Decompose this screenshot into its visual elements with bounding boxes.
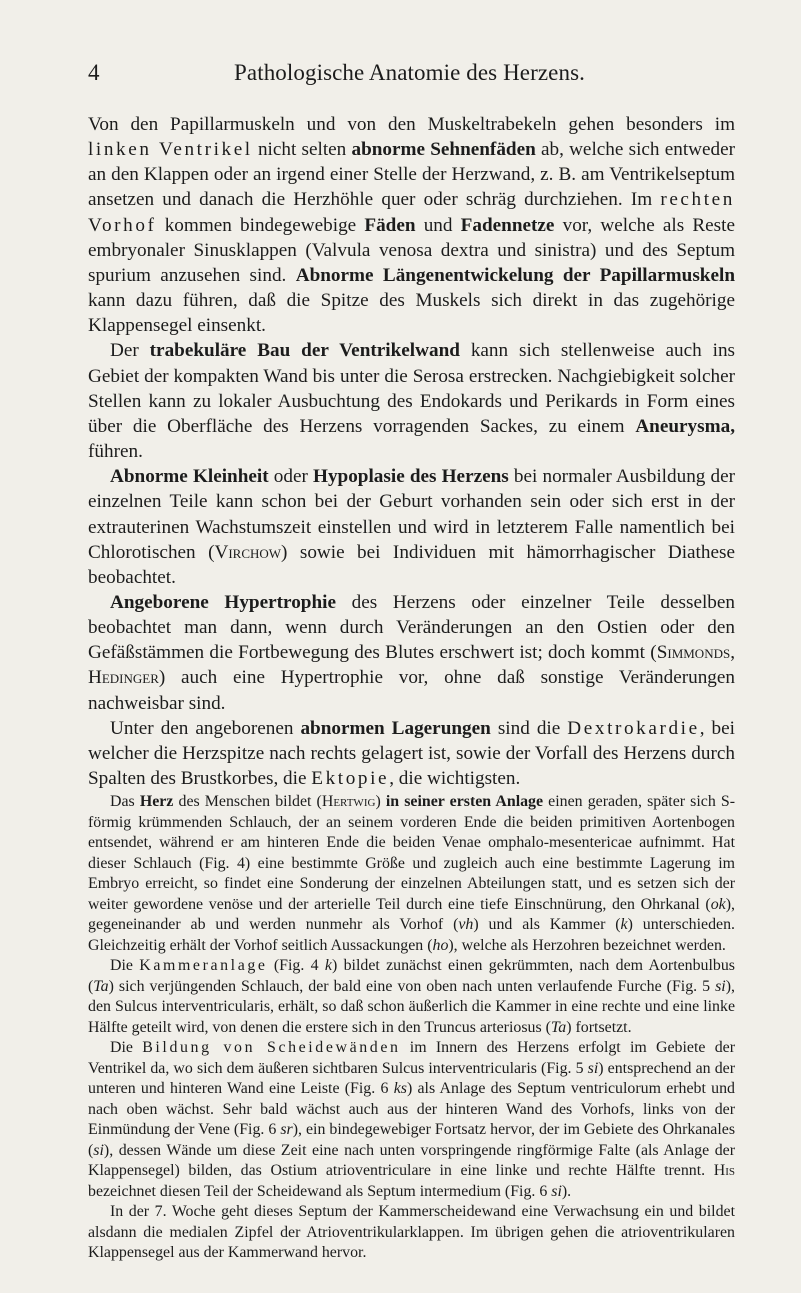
paragraph: Von den Papillarmuskeln und von den Muskeltrabekeln gehen besonders im linken Ventrikel nicht selten abnorme Sehnenfäden ab, welche sich entweder an den Klappen oder an irgend einer Stelle der Herzwand, z. B. am Ventrikelseptum ansetzen und danach die Herzhöhle quer oder schräg durchziehen. Im rechten Vorhof kommen bindegewebige Fäden und Fadennetze vor, welche als Reste embryonaler Sinusklappen (Valvula venosa dextra und sinistra) und des Septum spurium anzusehen sind. Abnorme Längenentwickelung der Papillarmuskeln kann dazu führen, daß die Spitze des Muskels sich direkt in das zugehörige Klappensegel einsenkt.: [88, 114, 736, 337]
running-title: Pathologische Anatomie des Herzens.: [234, 60, 585, 85]
paragraph: Unter den angeborenen abnormen Lagerungen sind die Dextrokardie, bei welcher die Herzspitze nach rechts gelagert ist, sowie der Vorfall des Herzens durch Spalten des Brustkorbes, die Ektopie, die wichtigsten.: [88, 717, 735, 790]
keyword: in seiner ersten Anlage: [385, 793, 544, 811]
keyword: Aneurysma,: [635, 415, 735, 437]
author-name: Simmonds, Hedinger: [88, 642, 735, 689]
figure-label: si: [715, 977, 726, 995]
author-name: Hertwig: [321, 793, 376, 811]
keyword: abnorme Sehnenfäden: [351, 139, 536, 161]
keyword: trabekuläre Bau der Ventrikelwand: [149, 340, 460, 362]
paragraph: Abnorme Kleinheit oder Hypoplasie des Herzens bei normaler Ausbildung der einzelnen Teile kann schon bei der Geburt vorhanden sein oder sich erst in der extrauterinen Wachstumszeit einstellen und wird in letzterem Falle namentlich bei Chlorotischen (Virchow) sowie bei Individuen mit hämorrhagischer Diathese beobachtet.: [88, 466, 736, 588]
emphasis: rechten Vorhof: [88, 189, 735, 236]
figure-label: k: [324, 957, 332, 975]
emphasis: Kammeranlage: [139, 957, 268, 975]
paragraph: Die Bildung von Scheidewänden im Innern des Herzens erfolgt im Gebiete der Ventrikel da, wo sich dem äußeren sichtbaren Sulcus interventricularis (Fig. 5 si) entsprechend an der unteren und hinteren Wand eine Leiste (Fig. 6 ks) als Anlage des Septum ventriculorum erhebt und nach oben wächst. Sehr bald wächst auch aus der hinteren Wand des Vorhofs, links von der Einmündung der Vene (Fig. 6 sr), ein bindegewebiger Fortsatz hervor, der im Gebiete des Ohrkanales (si), dessen Wände um diese Zeit eine nach unten vorspringende ringförmige Falte (als Anlage der Klappensegel) bilden, das Ostium atrioventriculare in eine linke und rechte Hälfte trennt. His bezeichnet diesen Teil der Scheidewand als Septum intermedium (Fig. 6 si).: [88, 1039, 736, 1200]
figure-label: k: [620, 916, 628, 934]
keyword: Hypoplasie des Herzens: [313, 466, 509, 488]
page-body: [88, 112, 735, 1264]
figure-label: ks: [393, 1080, 407, 1098]
figure-label: Ta: [550, 1018, 567, 1036]
figure-label: ho: [432, 936, 449, 954]
keyword: Herz: [139, 793, 174, 811]
figure-label: ok: [710, 895, 726, 913]
emphasis: Bildung von Scheidewänden: [142, 1039, 401, 1057]
keyword: Abnorme Längenentwickelung der Papillarmuskeln: [295, 264, 735, 286]
paragraph: In der 7. Woche geht dieses Septum der Kammerscheidewand eine Verwachsung ein und bildet alsdann die medialen Zipfel der Atrioventrikularklappen. Im übrigen gehen die atrioventrikularen Klappensegel aus der Kammerwand hervor.: [88, 1203, 735, 1262]
author-name: Virchow: [214, 541, 282, 563]
paragraph: Das Herz des Menschen bildet (Hertwig) in seiner ersten Anlage einen geraden, später sich S-förmig krümmenden Schlauch, der an seinem vorderen Ende die beiden primitiven Aortenbogen entsendet, während er am hinteren Ende die beiden Venae omphalo-mesentericae aufnimmt. Hat dieser Schlauch (Fig. 4) eine bestimmte Größe und zugleich auch eine bestimmte Lagerung im Embryo erreicht, so findet eine Sonderung der einzelnen Abteilungen statt, und es setzen sich der weiter gewordene venöse und der arterielle Teil durch eine tiefe Einschnürung, den Ohrkanal (ok), gegeneinander ab und werden nunmehr als Vorhof (vh) und als Kammer (k) unterschieden. Gleichzeitig erhält der Vorhof seitlich Aussackungen (ho), welche als Herzohren bezeichnet werden.: [88, 793, 736, 954]
keyword: Fadennetze: [460, 214, 555, 236]
figure-label: Ta: [93, 977, 109, 995]
figure-label: si: [587, 1059, 599, 1077]
emphasis: Ektopie: [311, 768, 390, 790]
keyword: Fäden: [364, 214, 416, 236]
keyword: Abnorme Kleinheit: [110, 466, 269, 488]
author-name: His: [713, 1162, 735, 1180]
page-header: [88, 58, 731, 98]
paragraph: Der trabekuläre Bau der Ventrikelwand kann sich stellenweise auch ins Gebiet der kompakten Wand bis unter die Serosa erstrecken. Nachgiebigkeit solcher Stellen kann zu lokaler Ausbuchtung des Endokards und Perikards in Form eines über die Oberfläche des Herzens vorragenden Sackes, zu einem Aneurysma, führen.: [88, 340, 736, 463]
keyword: Angeborene Hypertrophie: [110, 591, 336, 613]
emphasis: linken Ventrikel: [88, 139, 253, 161]
small-print-text: [88, 792, 735, 1264]
figure-label: sr: [280, 1121, 293, 1139]
page-number: 4: [88, 60, 100, 85]
emphasis: Dextrokardie: [567, 717, 700, 739]
figure-label: si: [93, 1141, 104, 1159]
main-text: [88, 112, 735, 791]
figure-label: vh: [458, 916, 474, 934]
paragraph: Angeborene Hypertrophie des Herzens oder einzelner Teile desselben beobachtet man dann, wenn durch Veränderungen an den Ostien oder den Gefäßstämmen die Fortbewegung des Blutes erschwert ist; doch kommt (Simmonds, Hedinger) auch eine Hypertrophie vor, ohne daß sonstige Veränderungen nachweisbar sind.: [88, 591, 735, 714]
figure-label: si: [551, 1182, 562, 1200]
paragraph: Die Kammeranlage (Fig. 4 k) bildet zunächst einen gekrümmten, nach dem Aortenbulbus (Ta) sich verjüngenden Schlauch, der bald eine von oben nach unten verlaufende Furche (Fig. 5 si), den Sulcus interventricularis, erhält, so daß schon äußerlich die Kammer in eine rechte und eine linke Hälfte geteilt wird, von denen die erstere sich in den Truncus arteriosus (Ta) fortsetzt.: [88, 957, 735, 1036]
keyword: abnormen Lagerungen: [300, 717, 491, 739]
